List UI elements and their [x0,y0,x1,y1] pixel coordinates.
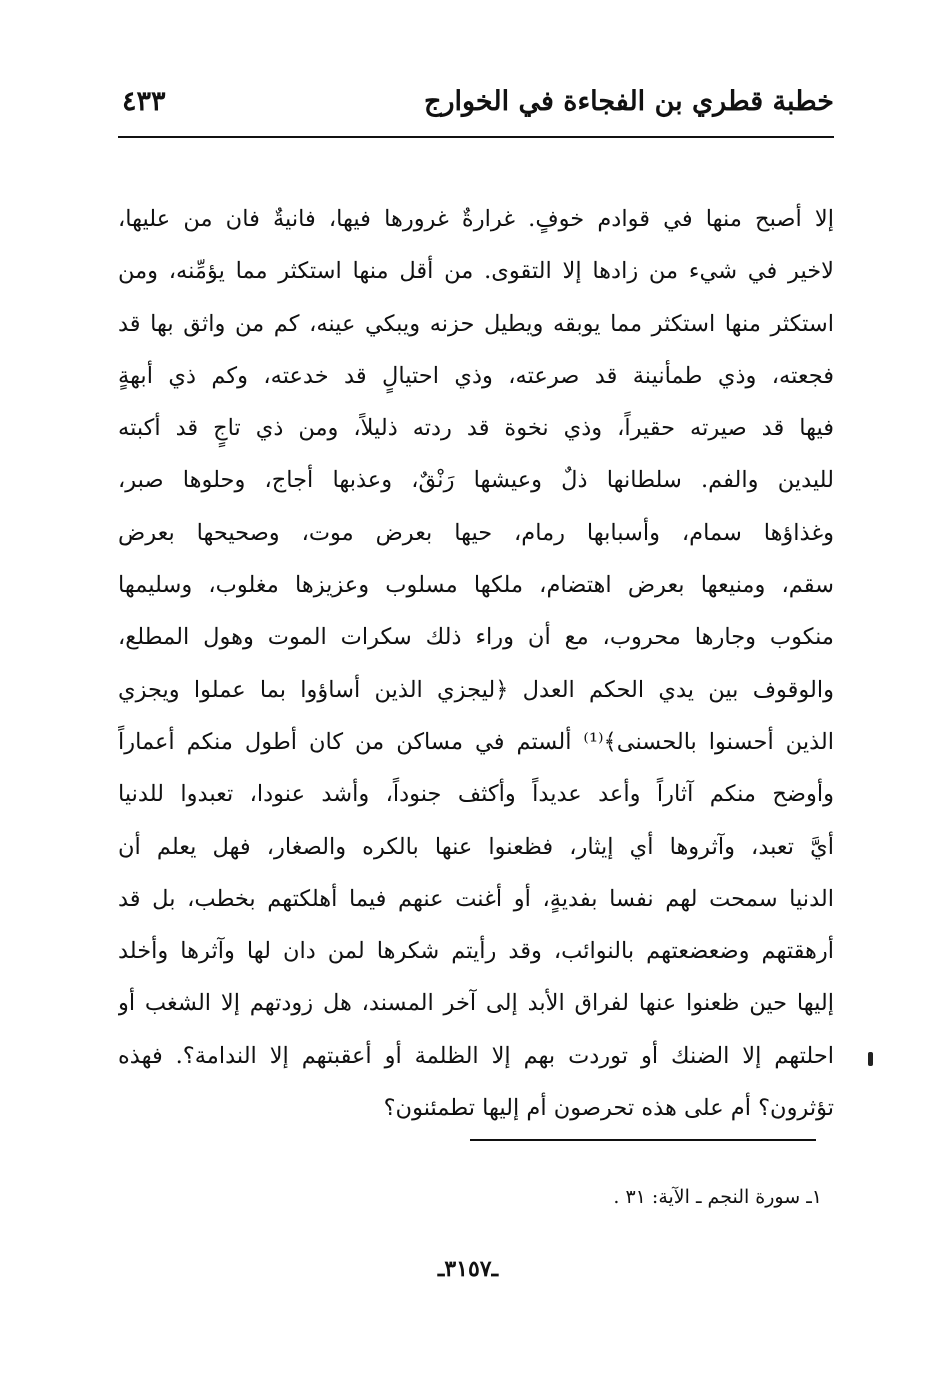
text-line: والوقوف بين يدي الحكم العدل ﴿ليجزي الذين أساؤوا بما عملوا ويجزي [118,676,834,703]
text-line: لليدين والفم. سلطانها ذلٌ وعيشها رَنْقٌ، وعذبها أجاج، وحلوها صبر، [118,467,834,494]
page-number: ٤٣٣ [122,86,166,117]
text-line: استكثر منها استكثر مما يوبقه ويطيل حزنه ويبكي عينه، كم من واثق بها قد [118,310,834,337]
print-speck [868,1052,873,1066]
body-text [118,193,834,1134]
text-line: الذين أحسنوا بالحسنى﴾⁽¹⁾ ألستم في مساكن من كان أطول منكم أعماراً [118,728,834,755]
footnote-divider [470,1139,816,1141]
text-line: فيها قد صيرته حقيراً، وذي نخوة قد ردته ذليلاً، ومن ذي تاجٍ قد أكبته [118,415,834,442]
text-line: إلا أصبح منها في قوادم خوفٍ. غرارةٌ غرورها فيها، فانيةٌ فان من عليها، [118,206,834,232]
text-line: وأوضح منكم آثاراً وأعد عديداً وأكثف جنوداً، وأشد عنودا، تعبدوا للدنيا [118,781,834,808]
text-line: إليها حين ظعنوا عنها لفراق الأبد إلى آخر المسند، هل زودتهم إلا الشغب أو [118,990,834,1017]
text-line: أرهقتهم وضعضعتهم بالنوائب، وقد رأيتم شكرها لمن دان لها وآثرها وأخلد [118,938,834,965]
chapter-title: خطبة قطري بن الفجاءة في الخوارج [424,86,834,117]
volume-page-number: ـ٣١٥٧ـ [437,1256,499,1282]
text-line: فجعته، وذي طمأنينة قد صرعته، وذي احتيالٍ قد خدعته، وكم ذي أبهةٍ [118,362,834,389]
running-header [118,86,834,132]
text-line: الدنيا سمحت لهم نفسا بفديةٍ، أو أغنت عنهم فيما أهلكتهم بخطب، بل قد [118,885,834,912]
header-divider [118,136,834,138]
text-line: سقم، ومنيعها بعرض اهتضام، ملكها مسلوب وعزيزها مغلوب، وسليمها [118,572,834,599]
footnote: ١ـ سورة النجم ـ الآية: ٣١ . [613,1186,822,1208]
text-line: منكوب وجارها محروب، مع أن وراء ذلك سكرات الموت وهول المطلع، [118,624,834,651]
text-line: أيَّ تعبد، وآثروها أي إيثار، فظعنوا عنها بالكره والصغار، فهل يعلم أن [118,833,834,860]
text-line: تؤثرون؟ أم على هذه تحرصون أم إليها تطمئنون؟ [383,1095,834,1122]
text-line: لاخير في شيء من زادها إلا التقوى. من أقل منها استكثر مما يؤمِّنه، ومن [118,258,834,285]
text-line: احلتهم إلا الضنك أو توردت بهم إلا الظلمة أو أعقبتهم إلا الندامة؟. فهذه [118,1042,834,1069]
text-line: وغذاؤها سمام، وأسبابها رمام، حيها بعرض موت، وصحيحها بعرض [118,519,834,546]
